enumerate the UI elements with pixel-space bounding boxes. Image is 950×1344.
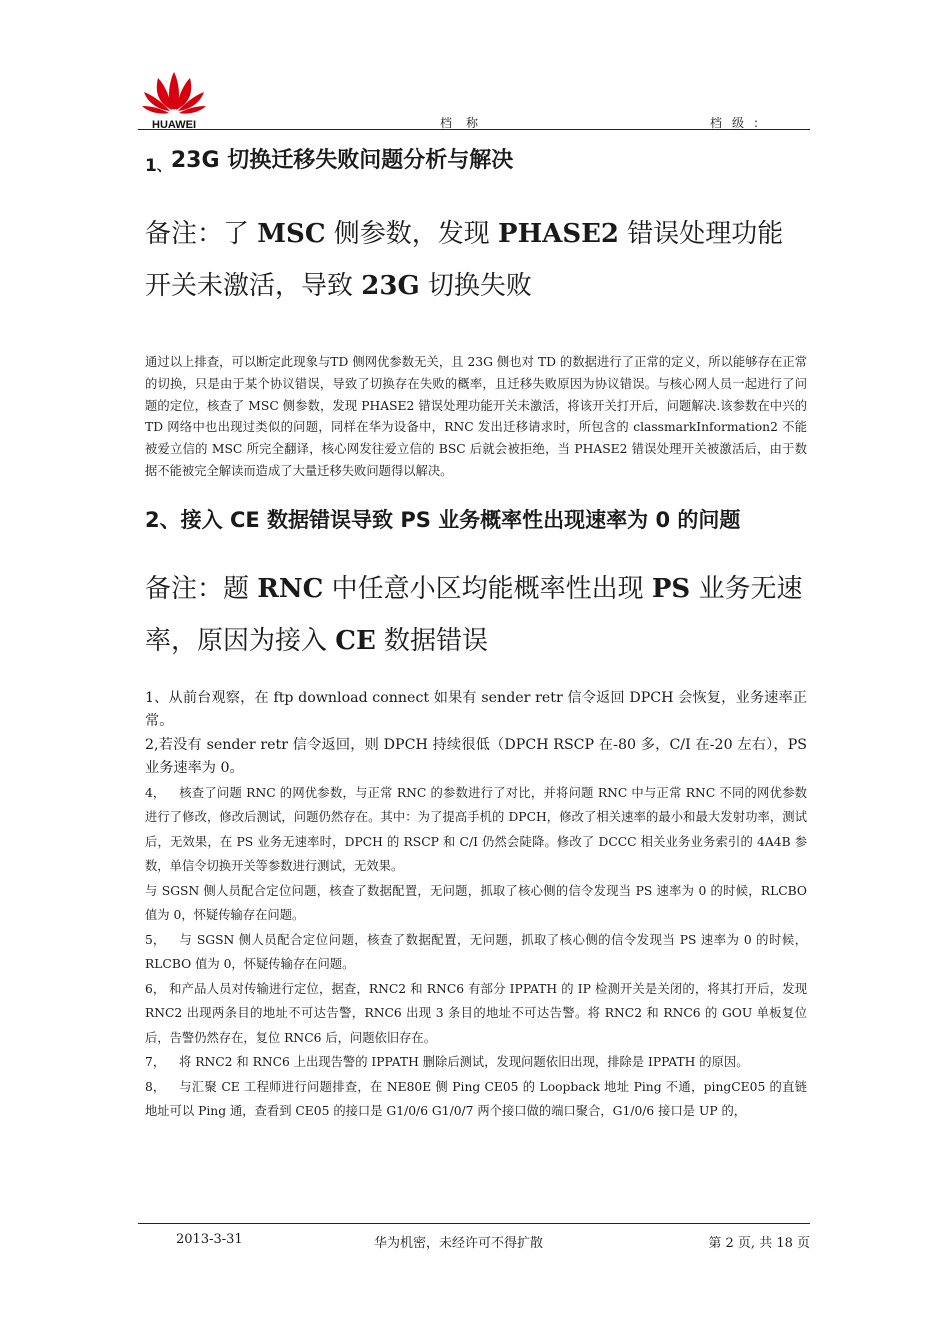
section-1-title: 切换迁移失败问题分析与解决 bbox=[219, 148, 514, 173]
note-bold: CE bbox=[335, 625, 376, 656]
list-item-4 bbox=[145, 781, 807, 879]
note-text: 中任意小区均能概率性出现 bbox=[323, 573, 652, 604]
note-bold: RNC bbox=[257, 573, 324, 604]
list-item-5 bbox=[145, 928, 807, 977]
item-text: 与汇聚 CE 工程师进行问题排查，在 NE80E 侧 Ping CE05 的 Loopback 地址 Ping 不通，pingCE05 的直链地址可以 Ping 通，查看到 CE05 的接口是 G1/0/6 G1/0/7 两个接口做的端口聚合，G1/0/6 接口是 UP 的， bbox=[145, 1079, 807, 1119]
item-number: 6， bbox=[145, 981, 166, 996]
heading-text: 业务概率性出现速率为 bbox=[430, 507, 656, 532]
heading-text: CE bbox=[229, 507, 260, 532]
list-item-4b: 与 SGSN 侧人员配合定位问题，核查了数据配置，无问题，抓取了核心侧的信令发现当 PS 速率为 0 的时候，RLCBO 值为 0，怀疑传输存在问题。 bbox=[145, 883, 807, 923]
note-text: 数据错误 bbox=[375, 625, 489, 656]
list-item-6 bbox=[145, 977, 807, 1051]
heading-text: PS bbox=[400, 507, 431, 532]
note-bold: PS bbox=[651, 573, 691, 604]
note-bold: PHASE2 bbox=[498, 219, 620, 249]
note-text: 错误处理功能开关未激活，导致 bbox=[145, 219, 784, 301]
section-1-sep: 、 bbox=[156, 159, 171, 175]
footer-page-number: 第 2 页, 共 18 页 bbox=[708, 1236, 810, 1251]
item-number: 4， bbox=[145, 785, 166, 800]
section-2-note bbox=[145, 563, 807, 667]
item-number: 5， bbox=[145, 932, 166, 947]
heading-text: 2 bbox=[145, 507, 160, 532]
section-2-heading bbox=[145, 497, 807, 543]
footer-date: 2013-3-31 bbox=[176, 1232, 243, 1247]
heading-text: 0 bbox=[655, 507, 671, 532]
note-text: 备注：了 bbox=[145, 219, 258, 249]
svg-text:HUAWEI: HUAWEI bbox=[152, 119, 196, 131]
footer-divider bbox=[138, 1223, 810, 1224]
doc-name-label: 档称 bbox=[440, 116, 493, 130]
page-content bbox=[145, 140, 807, 1124]
section-1-heading bbox=[145, 146, 807, 178]
section-1-title-strong: 23G bbox=[170, 148, 220, 173]
note-text: 业务无速率，原因为接入 bbox=[145, 573, 803, 656]
huawei-logo bbox=[138, 70, 210, 132]
heading-text: 数据错误导致 bbox=[259, 507, 401, 532]
heading-text: 的问题 bbox=[670, 507, 741, 532]
note-bold: 23G bbox=[361, 271, 420, 301]
item-text: 将 RNC2 和 RNC6 上出现告警的 IPPATH 删除后测试，发现问题依旧出现，排除是 IPPATH 的原因。 bbox=[179, 1055, 749, 1070]
heading-text: 、接入 bbox=[159, 507, 230, 532]
list-item-1: 1、从前台观察，在 ftp download connect 如果有 sender retr 信令返回 DPCH 会恢复，业务速率正常。 bbox=[145, 689, 807, 730]
note-text: 备注：题 bbox=[145, 573, 258, 604]
section-1-note bbox=[145, 208, 807, 312]
list-item-2: 2,若没有 sender retr 信令返回，则 DPCH 持续很低（DPCH RSCP 在-80 多，C/I 在-20 左右），PS 业务速率为 0。 bbox=[145, 736, 807, 777]
page-header bbox=[138, 70, 810, 132]
item-number: 7， bbox=[145, 1055, 166, 1070]
list-item-7 bbox=[145, 1050, 807, 1075]
note-text: 侧参数，发现 bbox=[325, 219, 499, 249]
doc-level-label: 档级: bbox=[710, 116, 769, 130]
header-divider bbox=[138, 129, 810, 130]
item-text: 与 SGSN 侧人员配合定位问题，核查了数据配置，无问题，抓取了核心侧的信令发现当 PS 速率为 0 的时候，RLCBO 值为 0，怀疑传输存在问题。 bbox=[145, 932, 807, 972]
item-number: 8， bbox=[145, 1079, 166, 1094]
section-1-number: 1 bbox=[145, 156, 157, 176]
footer-confidential: 华为机密，未经许可不得扩散 bbox=[374, 1236, 544, 1251]
note-bold: MSC bbox=[257, 219, 326, 249]
item-text: 和产品人员对传输进行定位，据查，RNC2 和 RNC6 有部分 IPPATH 的 IP 检测开关是关闭的，将其打开后，发现 RNC2 出现两条目的地址不可达告警，RNC6 出现 3 条目的地址不可达告警。将 RNC2 和 RNC6 的 GOU 单板复位后，告警仍然存在，复位 RNC6 后，问题依旧存在。 bbox=[145, 981, 807, 1045]
section-1-body: 通过以上排查，可以断定此现象与TD 侧网优参数无关，且 23G 侧也对 TD 的数据进行了正常的定义，所以能够存在正常的切换，只是由于某个协议错误，导致了切换存在失败的概率，且迁移失败原因为协议错误。与核心网人员一起进行了问题的定位，核查了 MSC 侧参数，发现 PHASE2 错误处理功能开关未激活，将该开关打开后，问题解决.该参数在中兴的 TD 网络中也出现过类似的问题，同样在华为设备中，RNC 发出迁移请求时，所包含的 classmarkInformation2 不能被爱立信的 MSC 所完全翻译，核心网发往爱立信的 BSC 后就会被拒绝，当 PHASE2 错误处理开关被激活后，由于数据不能被完全解读而造成了大量迁移失败问题得以解决。 bbox=[145, 355, 807, 478]
list-item-8 bbox=[145, 1075, 807, 1124]
item-text: 核查了问题 RNC 的网优参数，与正常 RNC 的参数进行了对比，并将问题 RNC 中与正常 RNC 不同的网优参数进行了修改，修改后测试，问题仍然存在。其中：为了提高手机的 DPCH，修改了相关速率的最小和最大发射功率，测试后，无效果，在 PS 业务无速率时，DPCH 的 RSCP 和 C/I 仍然会陡降。修改了 DCCC 相关业务业务索引的 4A4B 参数，单信令切换开关等参数进行测试，无效果。 bbox=[145, 785, 807, 874]
note-text: 切换失败 bbox=[419, 271, 532, 301]
